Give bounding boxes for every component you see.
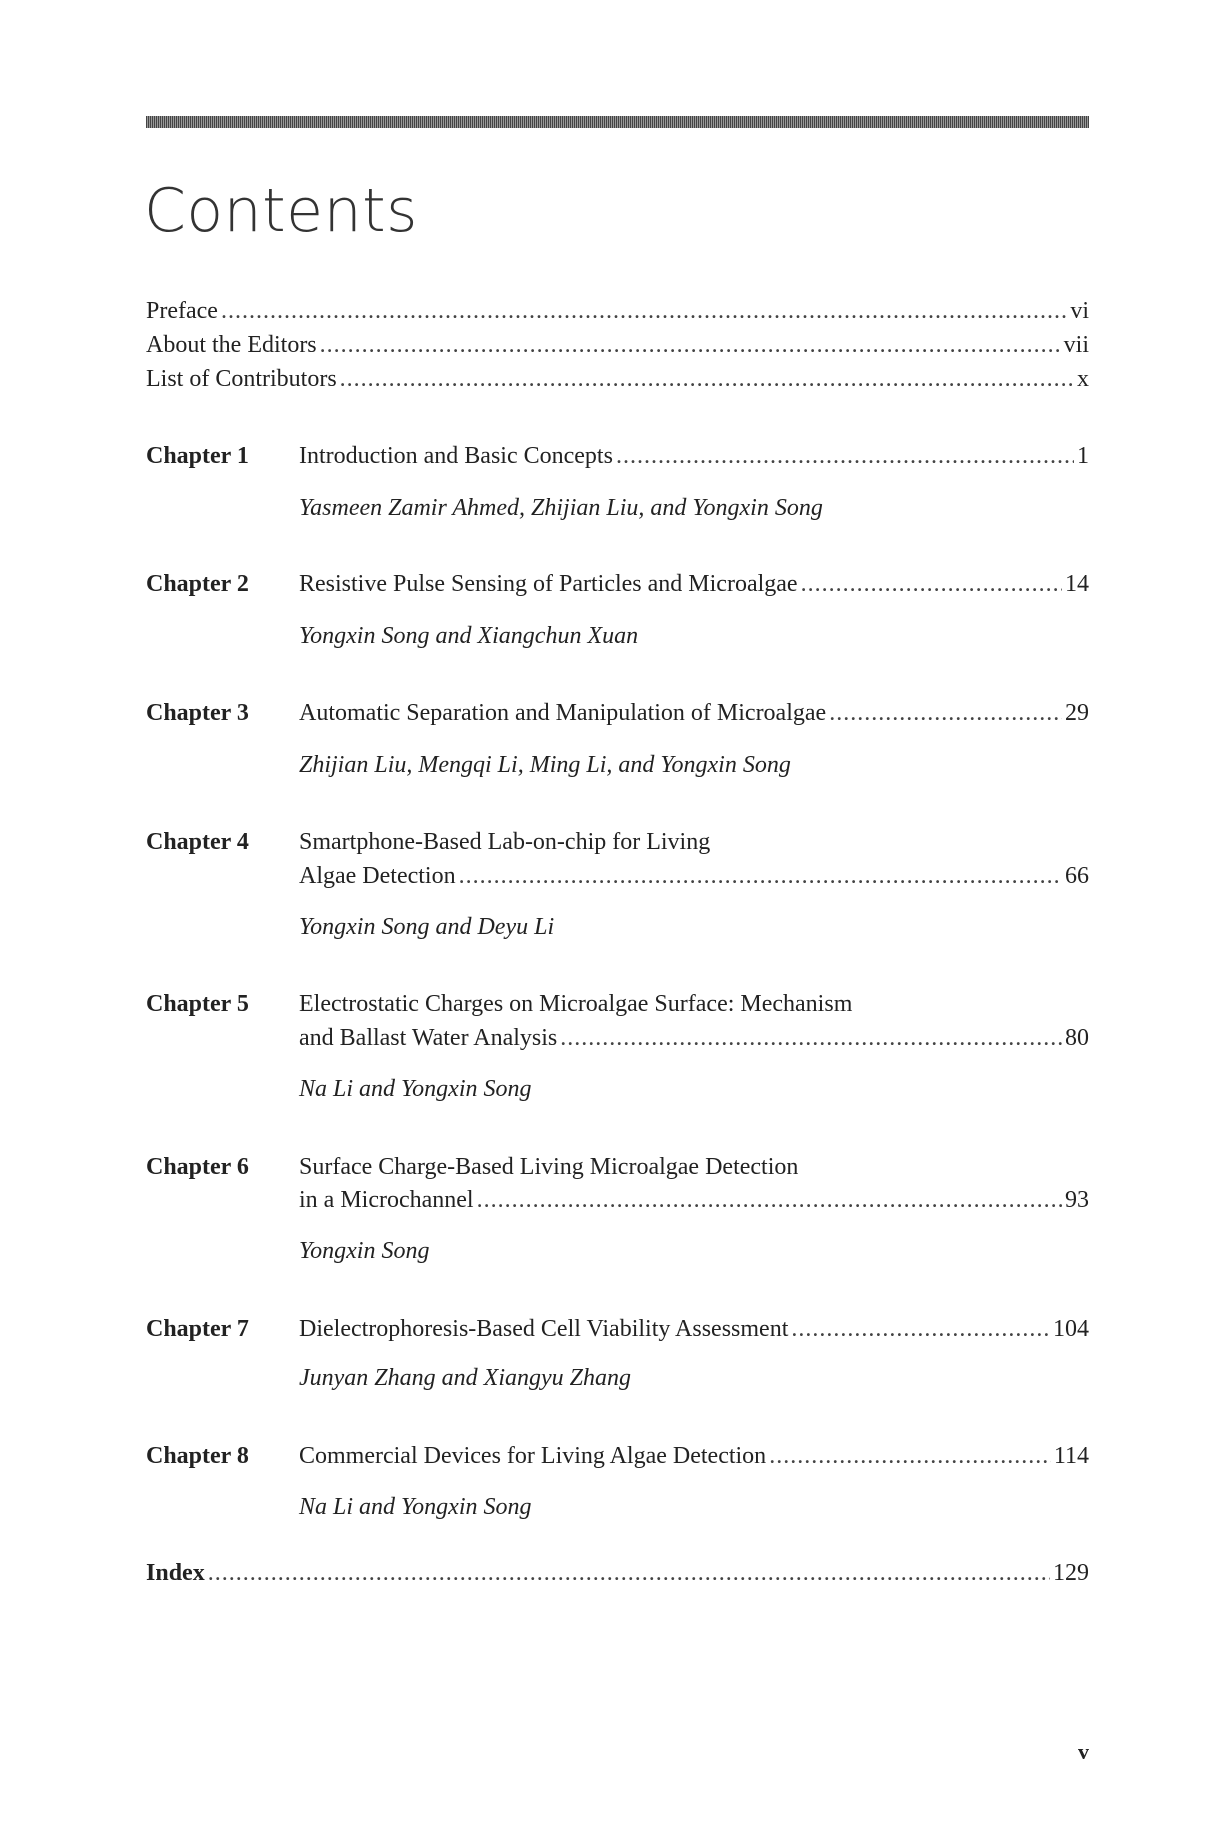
toc-entry-chapter[interactable] <box>299 441 1089 471</box>
chapter-authors: Yongxin Song and Xiangchun Xuan <box>299 623 639 649</box>
chapter-number: Chapter 4 <box>146 829 249 855</box>
entry-page: vi <box>1070 298 1089 324</box>
chapter-number: Chapter 1 <box>146 443 249 469</box>
chapter-number: Chapter 3 <box>146 700 249 726</box>
toc-entry-chapter[interactable] <box>299 698 1089 728</box>
toc-entry-index[interactable] <box>146 1558 1089 1588</box>
chapter-number: Chapter 6 <box>146 1154 249 1180</box>
page-title: Contents <box>144 176 418 246</box>
chapter-number: Chapter 5 <box>146 991 249 1017</box>
dot-leader <box>769 1441 1051 1471</box>
dot-leader <box>221 296 1067 326</box>
chapter-authors: Yongxin Song <box>299 1238 430 1264</box>
chapter-number: Chapter 7 <box>146 1316 249 1342</box>
entry-page: 66 <box>1065 863 1089 889</box>
toc-entry-chapter[interactable] <box>299 1023 1089 1053</box>
chapter-authors: Yasmeen Zamir Ahmed, Zhijian Liu, and Yongxin Song <box>299 495 823 521</box>
toc-entry-chapter[interactable] <box>299 1441 1089 1471</box>
dot-leader <box>616 441 1074 471</box>
chapter-authors: Zhijian Liu, Mengqi Li, Ming Li, and Yongxin Song <box>299 752 791 778</box>
chapter-number: Chapter 2 <box>146 571 249 597</box>
entry-page: 29 <box>1065 700 1089 726</box>
dot-leader <box>829 698 1062 728</box>
chapter-authors: Na Li and Yongxin Song <box>299 1076 532 1102</box>
header-rule <box>146 116 1089 128</box>
dot-leader <box>801 569 1062 599</box>
toc-entry-chapter[interactable] <box>299 861 1089 891</box>
entry-page: 114 <box>1053 1443 1089 1469</box>
dot-leader <box>340 364 1074 394</box>
toc-entry-chapter[interactable] <box>299 1185 1089 1215</box>
entry-page: 129 <box>1053 1560 1089 1586</box>
entry-page: 1 <box>1077 443 1089 469</box>
chapter-number: Chapter 8 <box>146 1443 249 1469</box>
chapter-title: Commercial Devices for Living Algae Detection <box>299 1443 767 1469</box>
chapter-title: Introduction and Basic Concepts <box>299 443 613 469</box>
dot-leader <box>208 1558 1050 1588</box>
chapter-title-line1[interactable]: Electrostatic Charges on Microalgae Surface: Mechanism <box>299 991 853 1017</box>
chapter-authors: Na Li and Yongxin Song <box>299 1494 532 1520</box>
chapter-title: Automatic Separation and Manipulation of Microalgae <box>299 700 827 726</box>
entry-page: 80 <box>1065 1025 1089 1051</box>
toc-entry-contributors[interactable] <box>146 364 1089 394</box>
chapter-title: Resistive Pulse Sensing of Particles and Microalgae <box>299 571 798 597</box>
entry-label: List of Contributors <box>146 366 337 392</box>
entry-page: vii <box>1063 332 1089 358</box>
chapter-title: and Ballast Water Analysis <box>299 1025 558 1051</box>
dot-leader <box>560 1023 1062 1053</box>
chapter-title: in a Microchannel <box>299 1187 474 1213</box>
dot-leader <box>791 1314 1050 1344</box>
entry-label: Index <box>146 1560 205 1586</box>
toc-entry-about-editors[interactable] <box>146 330 1089 360</box>
toc-entry-preface[interactable] <box>146 296 1089 326</box>
chapter-title: Algae Detection <box>299 863 456 889</box>
page-number: v <box>1078 1739 1089 1764</box>
chapter-authors: Yongxin Song and Deyu Li <box>299 914 555 940</box>
entry-label: Preface <box>146 298 218 324</box>
chapter-authors: Junyan Zhang and Xiangyu Zhang <box>299 1365 631 1391</box>
dot-leader <box>459 861 1062 891</box>
entry-page: x <box>1077 366 1089 392</box>
chapter-title-line1[interactable]: Smartphone-Based Lab-on-chip for Living <box>299 829 711 855</box>
chapter-title-line1[interactable]: Surface Charge-Based Living Microalgae Detection <box>299 1154 799 1180</box>
toc-entry-chapter[interactable] <box>299 1314 1089 1344</box>
entry-label: About the Editors <box>146 332 317 358</box>
entry-page: 14 <box>1065 571 1089 597</box>
toc-entry-chapter[interactable] <box>299 569 1089 599</box>
chapter-title: Dielectrophoresis-Based Cell Viability Assessment <box>299 1316 789 1342</box>
entry-page: 93 <box>1065 1187 1089 1213</box>
dot-leader <box>477 1185 1062 1215</box>
entry-page: 104 <box>1053 1316 1089 1342</box>
dot-leader <box>320 330 1061 360</box>
